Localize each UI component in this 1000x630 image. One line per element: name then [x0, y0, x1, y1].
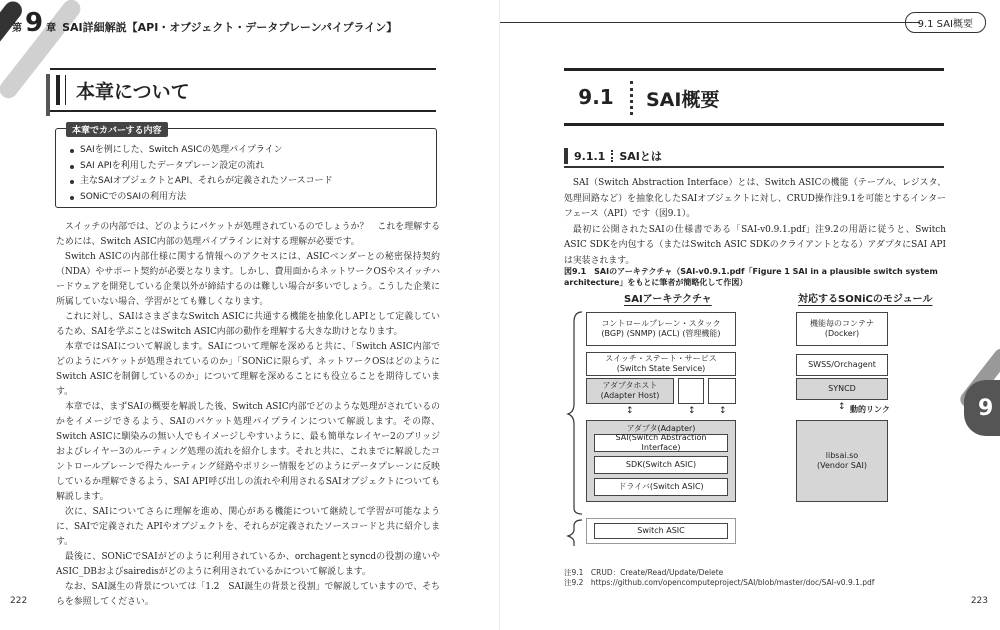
- box-line: SYNCD: [828, 384, 856, 393]
- summary-item: SAIを例にした、Switch ASICの処理パイプライン: [70, 143, 426, 159]
- summary-item: SONiCでのSAIの利用方法: [70, 190, 426, 206]
- chapter-title: SAI詳細解説【API・オブジェクト・データプレーンパイプライン】: [62, 21, 398, 34]
- summary-item: 主なSAIオブジェクトとAPI、それらが定義されたソースコード: [70, 174, 426, 190]
- section-heading: [50, 68, 436, 112]
- box-line: libsai.so: [825, 451, 859, 460]
- paragraph: これに対し、SAIはさまざまなSwitch ASICに共通する機能を抽象化しAPIとして定義しているため、SAIを学ぶことはSwitch ASIC内部の動作を理解する大きな助けとなります。: [56, 312, 440, 337]
- empty-box: [678, 378, 704, 404]
- summary-box: [55, 128, 437, 208]
- chapter-tab: 9: [964, 380, 1000, 436]
- body-text: [56, 220, 440, 610]
- box-line: アダプタ(Adapter): [626, 424, 696, 433]
- box-line: ドライバ(Switch ASIC): [618, 482, 704, 491]
- subsection-heading: [564, 146, 944, 168]
- sai-arch-label: SAIアーキテクチャ: [624, 294, 712, 305]
- header-rule: [500, 22, 920, 23]
- paragraph: 最後に、SONiCでSAIがどのように利用されているか、orchagentとsyncdの役割の違いやASIC_DBおよびsairedisがどのように利用されているかについて解説します。: [56, 552, 440, 577]
- arrow-icon: ↕: [719, 406, 727, 416]
- sss-box: [586, 352, 736, 376]
- box-line: SAI(Switch Abstraction Interface): [615, 433, 707, 452]
- chapter-suffix: 章: [46, 23, 57, 34]
- arrow-icon: ↕: [626, 406, 634, 416]
- dynamic-link-label: 動的リンク: [850, 405, 890, 414]
- libsai-box: [796, 420, 888, 502]
- section-number: 9.1: [578, 85, 614, 109]
- control-plane-box: [586, 312, 736, 346]
- footnote: 注9.1 CRUD：Create/Read/Update/Delete: [564, 568, 724, 577]
- box-line: Switch ASIC: [637, 526, 685, 535]
- syncd-box: [796, 378, 888, 400]
- arrow-icon: ↕: [838, 402, 846, 412]
- body-text: [564, 176, 946, 269]
- footnotes: [564, 568, 946, 588]
- box-line: 機能毎のコンテナ: [810, 319, 874, 328]
- architecture-figure: [564, 290, 946, 550]
- page-number: 223: [970, 596, 988, 606]
- box-line: スイッチ・ステート・サービス: [605, 354, 717, 363]
- paragraph: なお、SAI誕生の背景については「1.2 SAI誕生の背景と役割」で解説していますので、そちらを参照してください。: [56, 582, 440, 607]
- figure-caption: 図9.1 SAIのアーキテクチャ（SAI-v0.9.1.pdf「Figure 1 SAI in a plausible switch system architecture」をもとに筆者が簡略化して作図）: [564, 267, 938, 287]
- paragraph: SAI（Switch Abstraction Interface）とは、Switch ASICの機能（テーブル、レジスタ、処理回路など）を抽象化したSAIオブジェクトに対し、CRUD操作注9.1を可能とするインターフェース（API）です（図9.1）。: [564, 178, 946, 219]
- right-page: [500, 0, 1000, 630]
- container-box: [796, 312, 888, 346]
- switch-asic-box: [594, 523, 728, 539]
- paragraph: Switch ASICの内部仕様に関する情報へのアクセスには、ASICベンダーとの秘密保持契約（NDA）やサポート契約が必要となります。しかし、費用面からネットワークOSやスイッチハードウェアを開発している企業以外が締結するのは難しい場合が多いでしょう。こうした企業に所属していない場合、学習がとても難しくなります。: [56, 252, 440, 307]
- summary-item: SAI APIを利用したデータプレーン設定の流れ: [70, 159, 426, 175]
- box-line: コントロールプレーン・スタック: [601, 319, 721, 328]
- box-line: (Adapter Host): [600, 391, 660, 400]
- section-heading: [564, 68, 944, 126]
- box-line: SDK(Switch ASIC): [625, 460, 697, 469]
- empty-box: [708, 378, 736, 404]
- page-number: 222: [10, 596, 28, 606]
- paragraph: 本章では、まずSAIの概要を解説した後、Switch ASIC内部でどのような処理がされているのかをイメージできるよう、SAIのパケット処理パイプラインについて解説します。その際、Switch ASICに馴染みの無い人でもイメージしやすいように、最も簡単なレイヤー2のブリッジおよびレイヤー3のルーティング処理の流れを紹介します。それと共に、これまでに解説したコントロールプレーンで得たルーティング経路やポリシー情報をどのようにデータプレーンに反映しているか理解できるよう、SAI API呼び出しの流れや利用されるSAIオブジェクトについても解説します。: [56, 402, 440, 502]
- box-line: (BGP) (SNMP) (ACL) (管理機能): [601, 329, 721, 338]
- subsection-title: SAIとは: [619, 150, 662, 163]
- sdk-box: [594, 456, 728, 474]
- paragraph: 本章ではSAIについて解説します。SAIについて理解を深めると共に、「Switch ASIC内部でどのようにパケットが処理されているのか」「SONiCに限らず、ネットワークOSはどのようにSwitch ASICを制御しているのか」について理解を深めることにも役立ることを期待しています。: [56, 342, 440, 397]
- chapter-number: 9: [25, 8, 44, 38]
- adapter-host-box: [586, 378, 674, 404]
- box-line: SWSS/Orchagent: [808, 360, 876, 369]
- paragraph: 次に、SAIについてさらに理解を進め、関心がある機能について継続して学習が可能なように、SAIで定義された APIやオブジェクトを、それらが定義されたソースコードと共に紹介します。: [56, 507, 440, 547]
- driver-box: [594, 478, 728, 496]
- paragraph: 最初に公開されたSAIの仕様書である「SAI-v0.9.1.pdf」注9.2の用語に従うと、Switch ASIC SDKを内包する（またはSwitch ASIC SDKのクライアントとなる）アダプタにSAI APIは実装されます。: [564, 224, 946, 266]
- footnote: 注9.2 https://github.com/opencomputeproject/SAI/blob/master/doc/SAI-v0.9.1.pdf: [564, 578, 875, 587]
- box-line: (Switch State Service): [616, 364, 706, 373]
- swss-box: [796, 354, 888, 376]
- sai-box: [594, 434, 728, 452]
- section-title: 本章について: [76, 80, 190, 103]
- sonic-module-label: 対応するSONiCのモジュール: [798, 294, 933, 305]
- chapter-prefix: 第: [12, 23, 22, 34]
- header-tab: 9.1 SAI概要: [905, 12, 986, 33]
- running-header: [12, 8, 398, 38]
- box-line: (Vendor SAI): [817, 461, 867, 470]
- subsection-number: 9.1.1: [574, 149, 606, 163]
- arrow-icon: ↕: [688, 406, 696, 416]
- paragraph: スイッチの内部では、どのようにパケットが処理されているのでしょうか？ これを理解するためには、Switch ASIC内部の処理パイプラインに対する理解が必要です。: [56, 222, 440, 247]
- summary-tag: 本章でカバーする内容: [66, 122, 168, 137]
- box-line: アダプタホスト: [602, 381, 658, 390]
- section-title: SAI概要: [646, 89, 720, 111]
- box-line: (Docker): [824, 329, 860, 338]
